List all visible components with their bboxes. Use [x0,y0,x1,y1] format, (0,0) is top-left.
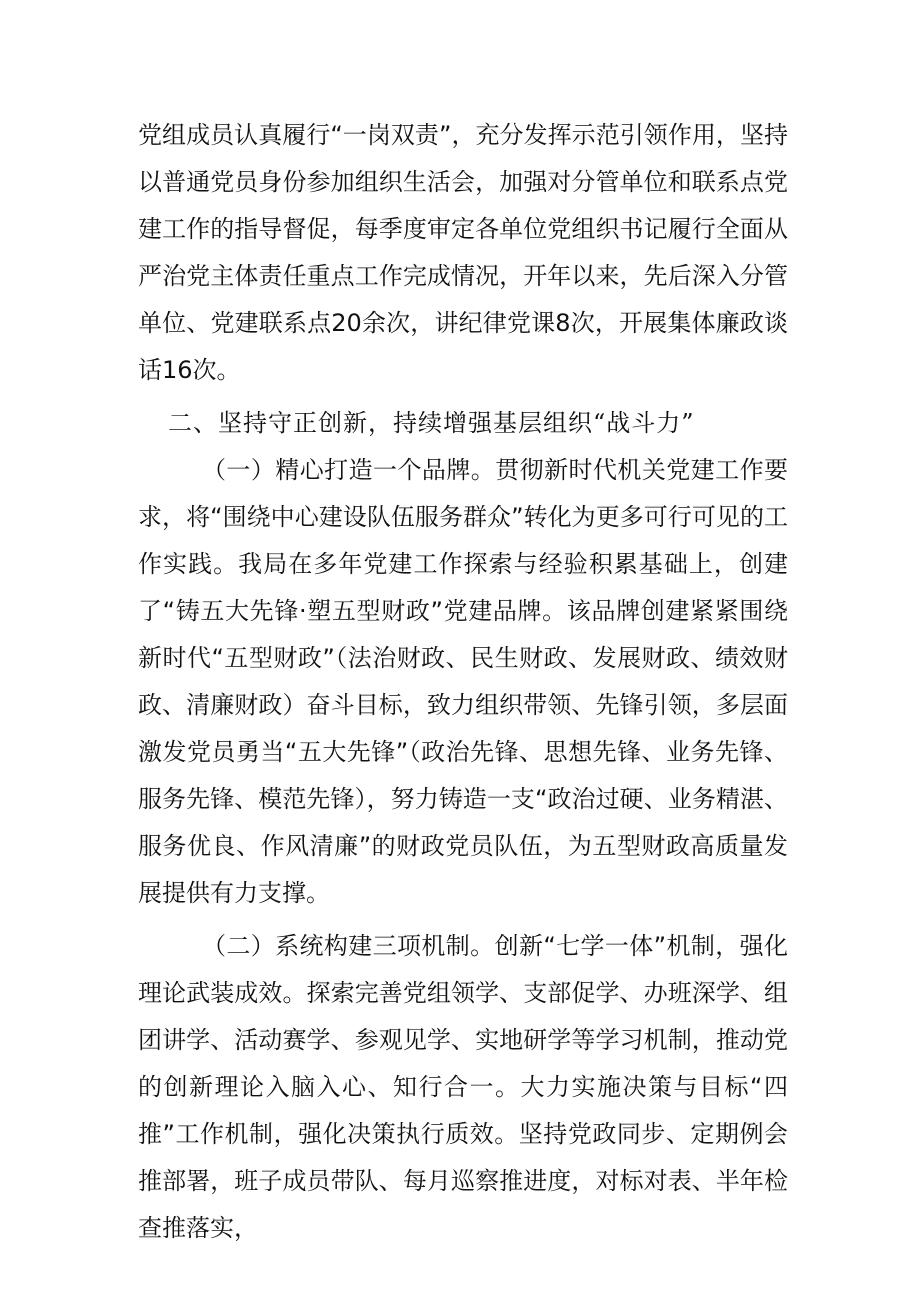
paragraph-mechanisms [138,923,788,1252]
section-heading: 二、坚持守正创新，持续增强基层组织“战斗力” [168,409,695,437]
paragraph-party-group-duties: 党组成员认真履行“一岗双责”，充分发挥示范引领作用，坚持以普通党员身份参加组织生活会，加强对分管单位和联系点党建工作的指导督促，每季度审定各单位党组织书记履行全面从严治党主体责任重点工作完成情况，开年以来，先后深入分管单位、党建联系点20余次，讲纪律党课8次，开展集体廉政谈话16次。 [138,121,788,384]
subsection-title-brand: （一）精心打造一个品牌。 [202,456,496,484]
subsection-body-brand: 贯彻新时代机关党建工作要求，将“围绕中心建设队伍服务群众”转化为更多可行可见的工作实践。我局在多年党建工作探索与经验积累基础上，创建了“铸五大先锋·塑五型财政”党建品牌。该品牌创建紧紧围绕新时代“五型财政”（法治财政、民生财政、发展财政、绩效财政、清廉财政）奋斗目标，致力组织带领、先锋引领，多层面激发党员勇当“五大先锋”（政治先锋、思想先锋、业务先锋、服务先锋、模范先锋），努力铸造一支“政治过硬、业务精湛、服务优良、作风清廉”的财政党员队伍，为五型财政高质量发展提供有力支撑。 [138,456,789,907]
subsection-title-mechanisms: （二）系统构建三项机制。 [202,932,495,960]
document-body [138,112,788,1252]
paragraph-brand [138,447,788,917]
subsection-body-mechanisms: 创新“七学一体”机制，强化理论武装成效。探索完善党组领学、支部促学、办班深学、组团讲学、活动赛学、参观见学、实地研学等学习机制，推动党的创新理论入脑入心、知行合一。大力实施决策与目标“四推”工作机制，强化决策执行质效。坚持党政同步、定期例会推部署，班子成员带队、每月巡察推进度，对标对表、半年检查推落实， [138,932,788,1242]
